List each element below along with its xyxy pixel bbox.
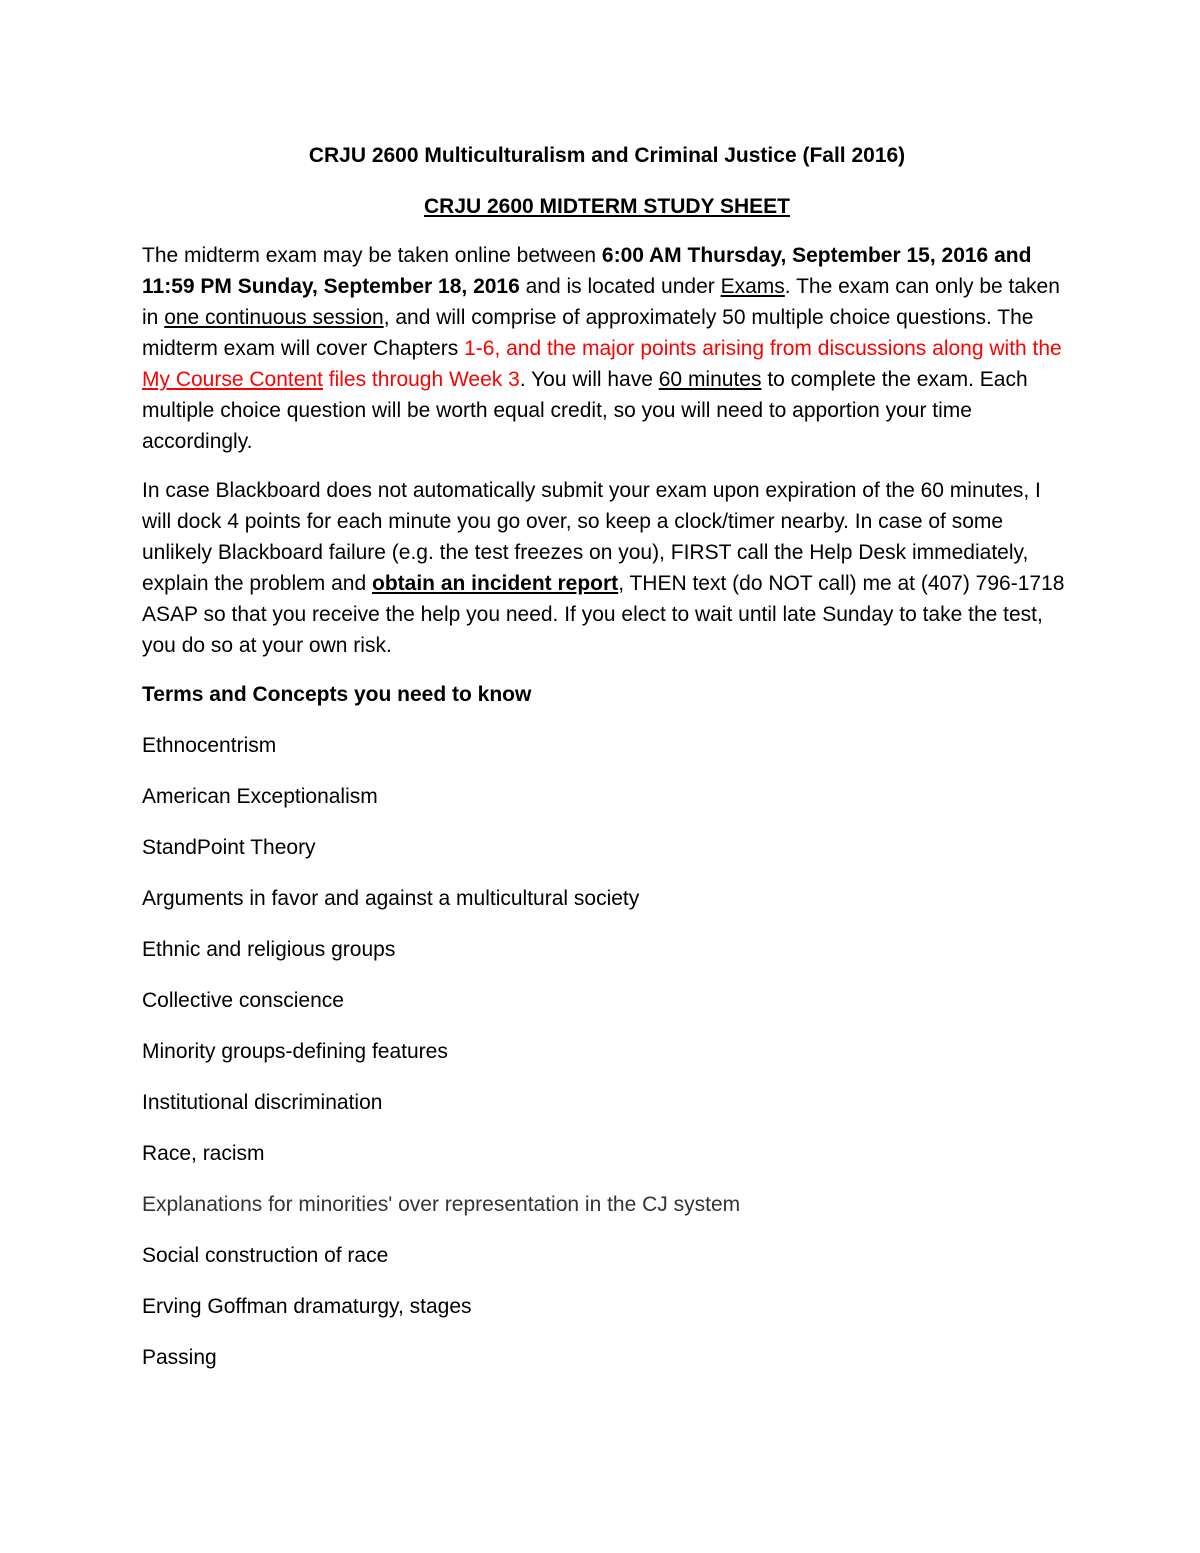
policy-text-2: , THEN text (do NOT call) me at (407) 796-1718 ASAP so that you receive the help you need. If you elect to wait until late Sunday to take the test, you do so at your own risk. [142,572,1065,657]
incident-report-instruction: obtain an incident report [372,572,619,595]
coverage-highlight-2: files through Week 3 [322,368,520,391]
exams-location: Exams [720,275,785,298]
list-item: Collective conscience [142,989,344,1012]
blackboard-policy-paragraph [142,475,1072,661]
exam-info-text-1: The midterm exam may be taken online between [142,244,602,267]
terms-list [142,730,1072,1393]
time-limit: 60 minutes [658,368,762,391]
list-item: Arguments in favor and against a multicultural society [142,887,640,910]
study-sheet-title: CRJU 2600 MIDTERM STUDY SHEET [423,195,791,218]
list-item: Social construction of race [142,1244,389,1267]
course-title: CRJU 2600 Multiculturalism and Criminal Justice (Fall 2016) [308,144,906,167]
list-item: American Exceptionalism [142,785,378,808]
list-item: Passing [142,1346,217,1369]
exam-window-dates: 6:00 AM Thursday, September 15, 2016 and 11:59 PM Sunday, September 18, 2016 [142,244,1032,298]
exam-info-text-3: . The exam can only be taken in [142,275,1060,329]
my-course-content-reference: My Course Content [142,368,323,391]
list-item: Ethnocentrism [142,734,277,757]
list-item: Minority groups-defining features [142,1040,448,1063]
exam-info-text-4: , and will comprise of approximately 50 multiple choice questions. The midterm exam will cover Chapters [142,306,1034,360]
list-item: Explanations for minorities' over representation in the CJ system [142,1193,741,1216]
coverage-highlight-1: 1-6, and the major points arising from discussions along with the [464,337,1062,360]
document-content [142,140,1072,1393]
exam-info-text-5: . You will have [519,368,659,391]
exam-info-text-2: and is located under [519,275,721,298]
continuous-session-note: one continuous session [164,306,384,329]
list-item: StandPoint Theory [142,836,316,859]
exam-info-text-6: to complete the exam. Each multiple choice question will be worth equal credit, so you will need to apportion your time accordingly. [142,368,1028,453]
list-item: Ethnic and religious groups [142,938,396,961]
list-item: Institutional discrimination [142,1091,383,1114]
policy-text-1: In case Blackboard does not automatically submit your exam upon expiration of the 60 minutes, I will dock 4 points for each minute you go over, so keep a clock/timer nearby. In case of some unlikely Blackboard failure (e.g. the test freezes on you), FIRST call the Help Desk immediately, explain the problem and [142,479,1041,595]
list-item: Race, racism [142,1142,265,1165]
terms-heading: Terms and Concepts you need to know [142,683,532,706]
exam-info-paragraph [142,240,1072,457]
list-item: Erving Goffman dramaturgy, stages [142,1295,472,1318]
